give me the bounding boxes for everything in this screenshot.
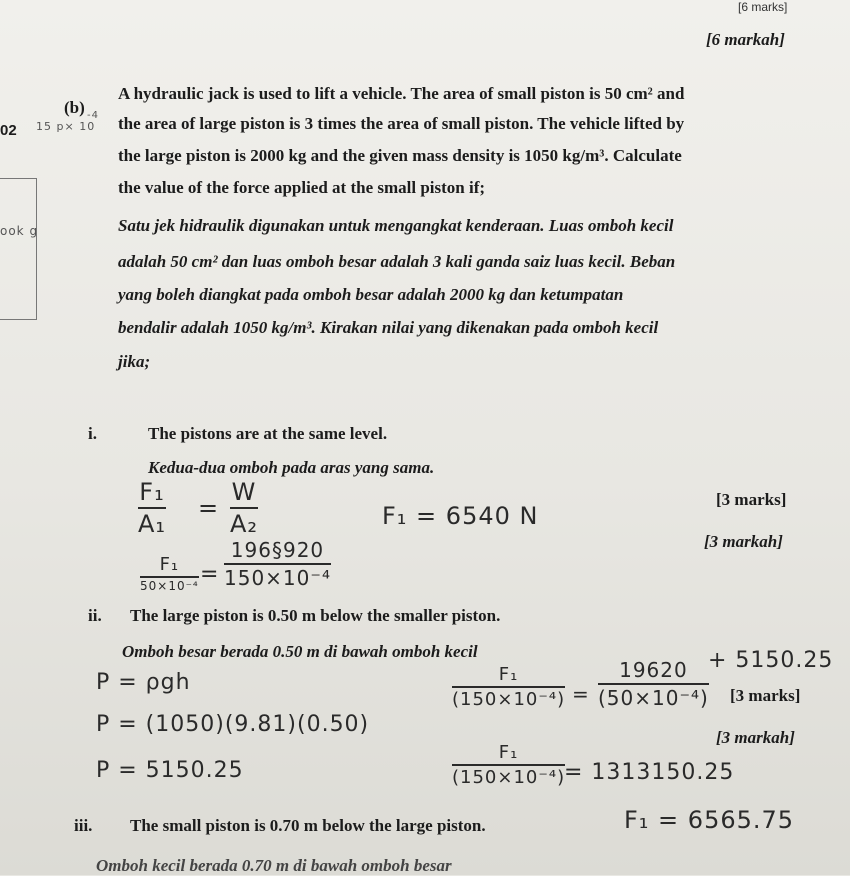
part-ii-work-line-1: P = ρgh: [96, 670, 191, 695]
fraction-bar: [224, 563, 331, 565]
part-i-work-fraction-w-a2: [230, 478, 258, 538]
fraction-bar: [452, 686, 565, 688]
question-ms-line-5: jika;: [118, 352, 151, 371]
part-ii-work-fraction-weight: [598, 658, 709, 710]
part-ii-work-plus: + 5150.25: [708, 648, 834, 673]
question-ms-line-4: bendalir adalah 1050 kg/m³. Kirakan nilai yang dikenakan pada omboh kecil: [118, 318, 659, 337]
part-i-ms: Kedua-dua omboh pada aras yang sama.: [148, 458, 435, 477]
part-ii-work-line-3: P = 5150.25: [96, 758, 244, 783]
part-i-marks: [3 marks]: [716, 490, 787, 509]
question-ms-line-1: Satu jek hidraulik digunakan untuk mengangkat kenderaan. Luas omboh kecil: [118, 216, 674, 235]
part-i-work-f1: F₁: [139, 478, 165, 506]
part-ii-work-result: F₁ = 6565.75: [624, 806, 795, 834]
part-ii-ms: Omboh besar berada 0.50 m di bawah omboh kecil: [122, 642, 478, 661]
part-i-markah: [3 markah]: [704, 532, 783, 551]
fraction-bar: [140, 576, 199, 578]
part-ii-label: ii.: [88, 606, 102, 625]
fraction-bar: [230, 507, 258, 509]
question-en-line-4: the value of the force applied at the small piston if;: [118, 178, 486, 197]
question-label: (b): [64, 98, 85, 117]
question-en-line-3: the large piston is 2000 kg and the given mass density is 1050 kg/m³. Calculate: [118, 146, 682, 165]
markah-top: [6 markah]: [706, 30, 785, 49]
margin-note: 15 p× 10: [36, 120, 96, 133]
part-ii-markah: [3 markah]: [716, 728, 795, 747]
part-ii-marks: [3 marks]: [730, 686, 801, 705]
marks-top: [6 marks]: [738, 0, 788, 14]
part-i-work-den-b: 150×10⁻⁴: [224, 566, 331, 590]
part-i-label: i.: [88, 424, 97, 443]
part-iii-en: The small piston is 0.70 m below the large piston.: [130, 816, 486, 835]
fraction-bar: [598, 683, 709, 685]
margin-box: [0, 178, 37, 320]
part-ii-work-line-2: P = (1050)(9.81)(0.50): [96, 712, 370, 737]
question-number: 02: [0, 122, 17, 139]
part-ii-work-equals: =: [572, 682, 590, 706]
part-ii-work-f1-b: F₁: [498, 742, 519, 763]
part-i-work-a1: A₁: [138, 510, 167, 538]
part-i-en: The pistons are at the same level.: [148, 424, 388, 443]
part-i-work-num-b: 196§920: [230, 538, 325, 562]
part-iii-ms: Omboh kecil berada 0.70 m di bawah omboh besar: [96, 856, 452, 875]
part-i-work-result: F₁ = 6540 N: [382, 502, 539, 530]
fraction-bar: [452, 764, 565, 766]
part-i-work-a1-b: 50×10⁻⁴: [140, 579, 199, 593]
part-ii-work-num2: 19620: [619, 658, 688, 682]
part-i-work-a2: A₂: [230, 510, 259, 538]
part-ii-work-den2: (50×10⁻⁴): [598, 686, 709, 710]
part-ii-work-den-b: (150×10⁻⁴): [452, 767, 566, 788]
part-i-work-fraction-f1-a1: [138, 478, 166, 538]
question-ms-line-3: yang boleh diangkat pada omboh besar adalah 2000 kg dan ketumpatan: [118, 285, 624, 304]
question-en-line-2: the area of large piston is 3 times the area of small piston. The vehicle lifted by: [118, 114, 685, 133]
part-ii-work-f1: F₁: [498, 664, 519, 685]
part-i-work-equals-b: =: [200, 562, 220, 587]
part-i-work-equals: =: [198, 494, 220, 522]
part-ii-work-fraction-f1: [452, 664, 565, 710]
part-ii-en: The large piston is 0.50 m below the smaller piston.: [130, 606, 501, 625]
part-iii-label: iii.: [74, 816, 93, 835]
part-i-work-w: W: [231, 478, 257, 506]
question-en-line-1: A hydraulic jack is used to lift a vehicle. The area of small piston is 50 cm² and: [118, 84, 685, 103]
part-i-work-fraction-f1-area: [140, 554, 199, 593]
part-i-work-f1-b: F₁: [159, 554, 180, 575]
question-ms-line-2: adalah 50 cm² dan luas omboh besar adalah 3 kali ganda saiz luas kecil. Beban: [118, 252, 676, 271]
part-ii-work-den1: (150×10⁻⁴): [452, 689, 566, 710]
part-i-work-fraction-w-area: [224, 538, 331, 590]
fraction-bar: [138, 507, 166, 509]
margin-side-note: ook g: [0, 224, 39, 238]
part-ii-work-rhs: = 1313150.25: [564, 760, 735, 785]
part-ii-work-fraction-f1-b: [452, 742, 565, 788]
margin-note-exponent: -4: [87, 110, 99, 121]
